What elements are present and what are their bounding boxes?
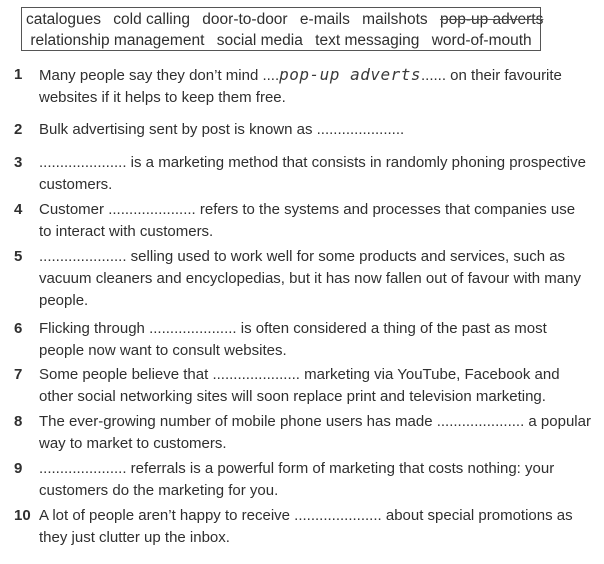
- item-text: [39, 199, 591, 243]
- word-bank-word-used: pop-up adverts: [439, 11, 544, 28]
- item-text-before: Bulk advertising sent by post is known as: [39, 121, 317, 138]
- item-number: 7: [14, 366, 23, 383]
- item-text: [39, 364, 591, 408]
- item-number: 10: [14, 507, 31, 524]
- answer-blank[interactable]: .....................: [316, 121, 405, 138]
- word-bank-word: relationship management: [30, 32, 205, 49]
- item-text: ..................... referrals is a powerful form of marketing that costs nothing: your customers do the marketing for you.: [39, 460, 555, 499]
- item-text-after: ...... on their favourite websites if it helps to keep them free.: [39, 67, 562, 106]
- item-text-before: A lot of people aren’t happy to receive: [39, 507, 295, 524]
- item-number: 3: [14, 154, 23, 171]
- item-text: [39, 64, 591, 109]
- item-number: 2: [14, 121, 23, 138]
- word-bank-word: text messaging: [315, 32, 420, 49]
- item-text: ..................... selling used to work well for some products and services, such as vacuum cleaners and encyclopedias, but it has now fallen out of favour with many people.: [39, 248, 581, 309]
- word-bank-word: door-to-door: [202, 11, 288, 28]
- item-text-after: ..................... refers to the systems and processes that companies use to interact with customers.: [39, 201, 576, 240]
- item-text: [39, 505, 591, 549]
- item-text: [39, 411, 591, 455]
- item-number: 8: [14, 413, 23, 430]
- item-text-before: Flicking through: [39, 320, 150, 337]
- item-text-before: Some people believe that: [39, 366, 213, 383]
- item-number: 6: [14, 320, 23, 337]
- word-bank-box: [21, 7, 544, 51]
- handwritten-answer[interactable]: pop-up adverts: [279, 65, 421, 84]
- word-bank-word: social media: [216, 32, 303, 49]
- word-bank-word: catalogues: [26, 11, 101, 28]
- item-number: 9: [14, 460, 23, 477]
- item-text-after: ..................... about special promotions as they just clutter up the inbox.: [39, 507, 573, 546]
- item-number: 4: [14, 201, 23, 218]
- item-text-before: Many people say they don’t mind ....: [39, 67, 280, 84]
- word-bank-line-1: [22, 9, 544, 30]
- word-bank-word: cold calling: [113, 11, 190, 28]
- word-bank-word: word-of-mouth: [431, 32, 532, 49]
- item-number: 5: [14, 248, 23, 265]
- word-bank-line-2: [22, 30, 540, 51]
- item-number: 1: [14, 66, 23, 83]
- item-text-after: ..................... marketing via YouTube, Facebook and other social networking sites will soon replace print and television marketing.: [39, 366, 560, 405]
- item-text: ..................... is a marketing method that consists in randomly phoning prospective customers.: [39, 154, 586, 193]
- item-text-before: The ever-growing number of mobile phone users has made: [39, 413, 437, 430]
- item-text-after: ..................... is often considered a thing of the past as most people now want to consult websites.: [39, 320, 547, 359]
- item-text: [39, 318, 591, 362]
- item-text: [39, 119, 591, 141]
- item-text-after: ..................... a popular way to market to customers.: [39, 413, 591, 452]
- word-bank-word: e-mails: [299, 11, 350, 28]
- item-text-before: Customer: [39, 201, 109, 218]
- word-bank-word: mailshots: [362, 11, 428, 28]
